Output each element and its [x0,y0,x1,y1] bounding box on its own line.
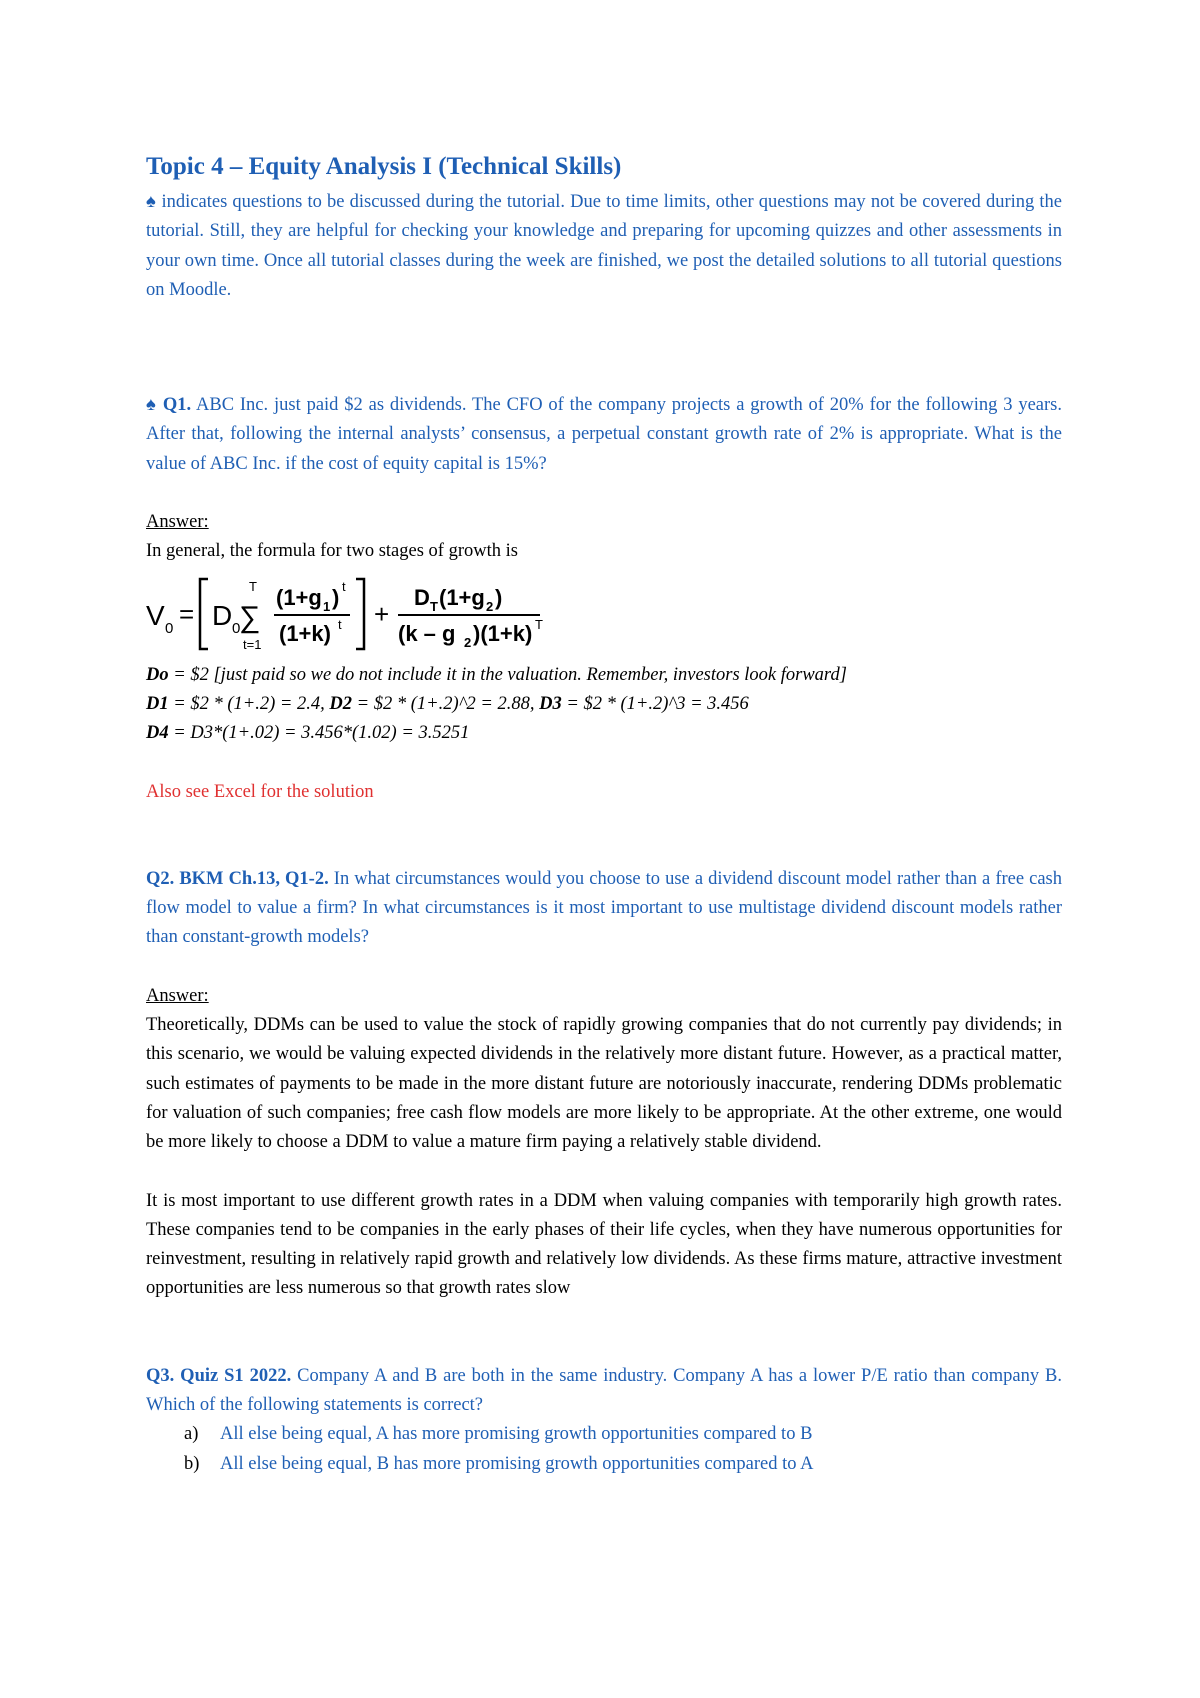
q2-label: Q2. BKM Ch.13, Q1-2. [146,868,329,889]
q3-option-b-letter: b) [184,1453,200,1474]
formula-num2-c: ) [495,584,503,610]
formula-num2-sub: T [430,598,438,614]
formula-sigma: ∑ [239,600,261,634]
q3-option-a [146,1420,1062,1449]
q3-question [146,1362,1062,1421]
q1-formula-intro: In general, the formula for two stages of growth is [146,541,518,562]
d4-label: D4 [146,723,169,744]
q1-text: ABC Inc. just paid $2 as dividends. The CFO of the company projects a growth of 20% for the following 3 years. After that, following the internal analysts’ consensus, a perpetual constant growth rate of 2% is appropriate. What is the value of ABC Inc. if the cost of equity capital is 15%? [146,395,1062,474]
formula-den1-exp: t [338,616,342,632]
d0-text: = $2 [just paid so we do not include it in the valuation. Remember, investors look forward] [168,664,847,685]
q2-answer-label: Answer: [146,985,209,1006]
d2-label: D2 [329,693,353,714]
d3-text: = $2 * (1+.2)^3 = 3.456 [561,693,749,714]
q1-line-d4 [146,719,1062,748]
d4-text: = D3*(1+.02) = 3.456*(1.02) = 3.5251 [168,723,470,744]
q2-answer-p2: It is most important to use different growth rates in a DDM when valuing companies with temporarily high growth rates. These companies tend to be companies in the early phases of their life cycles, when they have numerous opportunities for reinvestment, resulting in relatively rapid growth and relatively low dividends. As these firms mature, attractive investment opportunities are less numerous so that growth rates slow [146,1190,1062,1299]
q1-line-d0 [146,661,1062,690]
formula-right-bracket [356,579,364,649]
formula-den2-a: (k – g [398,620,456,646]
d2-text: = $2 * (1+.2)^2 = 2.88, [352,693,540,714]
q2-text: In what circumstances would you choose to use a dividend discount model rather than a free cash flow model to value a firm? In what circumstances is it most important to use multistage dividend discount models rather than constant-growth models? [146,868,1063,948]
page-title: Topic 4 – Equity Analysis I (Technical Skills) [146,153,622,180]
formula-v-sub: 0 [165,619,174,637]
formula-den2-exp: T [535,616,543,632]
q3-option-a-letter: a) [184,1424,199,1445]
formula-eq: = [179,598,195,629]
d1-text: = $2 * (1+.2) = 2.4, [168,693,330,714]
formula-d0: D [212,599,233,631]
formula-num2-g2: 2 [486,598,494,614]
excel-note: Also see Excel for the solution [146,781,374,802]
d1-label: D1 [146,693,169,714]
q3-label: Q3. Quiz S1 2022. [146,1365,292,1386]
formula-v: V [146,599,165,631]
formula-num2-d: D [414,584,430,610]
formula-g1-sub: 1 [323,598,331,614]
formula-plus: + [374,598,390,629]
formula-num1: (1+g [276,584,322,610]
formula-left-bracket [200,579,208,649]
formula-sum-bottom: t=1 [243,636,262,652]
intro-paragraph: ♠ indicates questions to be discussed during the tutorial. Due to time limits, other questions may not be covered during the tutorial. Still, they are helpful for checking your knowledge and preparing for upcoming quizzes and other assessments in your own time. Once all tutorial classes during the week are finished, we post the detailed solutions to all tutorial questions on Moodle. [146,192,1062,300]
formula-d0-sub: 0 [232,619,241,637]
formula-graphic [146,573,576,655]
formula-num1-exp: t [342,578,346,594]
formula-sum-top: T [249,578,257,594]
q3-text: Company A and B are both in the same industry. Company A has a lower P/E ratio than company B. Which of the following statements is correct? [146,1365,1062,1416]
formula-den2-b: )(1+k) [473,620,533,646]
q2-question [146,865,1062,953]
q3-option-b [146,1450,1062,1479]
formula-num1-close: ) [332,584,340,610]
q3-option-a-text: All else being equal, A has more promising growth opportunities compared to B [220,1424,813,1445]
two-stage-formula [146,573,1062,655]
d0-label: Do [146,664,169,685]
q1-question [146,391,1062,479]
q2-answer-p1: Theoretically, DDMs can be used to value the stock of rapidly growing companies that do not currently pay dividends; in this scenario, we would be valuing expected dividends in the relatively more distant future. However, as a practical matter, such estimates of payments to be made in the more distant future are notoriously inaccurate, rendering DDMs problematic for valuation of such companies; free cash flow models are more likely to be appropriate. At the other extreme, one would be more likely to choose a DDM to value a mature firm paying a relatively stable dividend. [146,1015,1062,1153]
q1-label: ♠ Q1. [146,395,192,416]
q3-option-b-text: All else being equal, B has more promising growth opportunities compared to A [220,1453,814,1474]
formula-num2-b: (1+g [439,584,485,610]
formula-den1: (1+k) [279,620,331,646]
formula-den2-g2: 2 [464,634,472,650]
q1-answer-label: Answer: [146,512,209,533]
d3-label: D3 [539,693,562,714]
q1-line-d1-d3 [146,690,1062,719]
